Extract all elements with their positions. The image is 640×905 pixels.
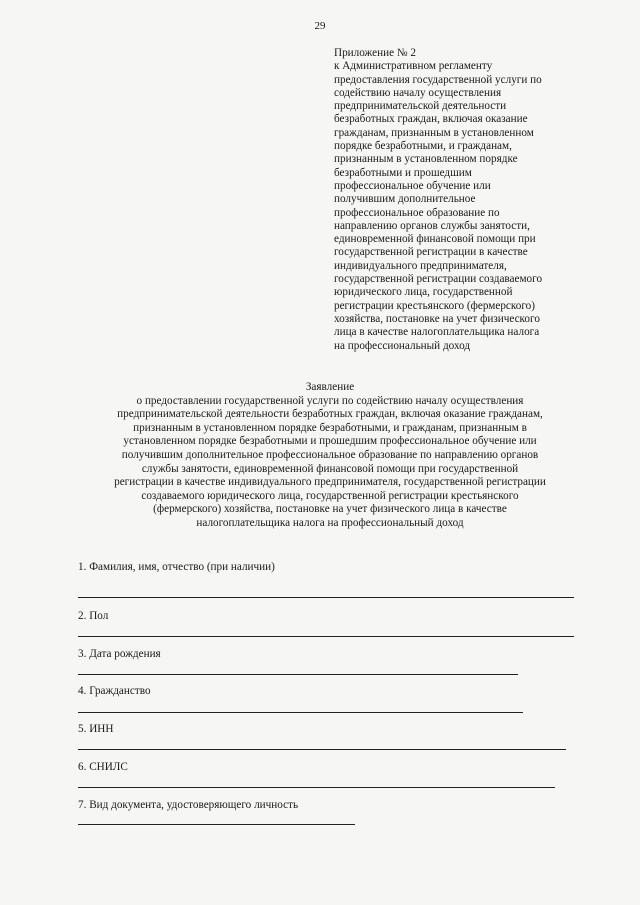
field-label: 7. Вид документа, удостоверяющего личность [78,799,299,811]
statement-line: регистрации в качестве индивидуального предпринимателя, государственной регистрации [114,476,546,489]
statement-heading: Заявление [305,381,355,393]
statement-line: признанным в установленном порядке безработными, и гражданам, признанным в [133,421,527,434]
field-label: 1. Фамилия, имя, отчество (при наличии) [78,561,275,573]
statement-line: службы занятости, единовременной финансовой помощи при государственной [141,462,519,475]
statement-line: создаваемого юридического лица, государственной регистрации крестьянского [141,489,519,502]
appendix-line: безработными и прошедшим [334,166,472,179]
appendix-line: безработных граждан, включая оказание [334,113,528,126]
statement-line: предпринимательской деятельности безработных граждан, включая оказание гражданам, [117,408,543,421]
statement-line: о предоставлении государственной услуги по содействию началу осуществления [136,394,524,407]
appendix-line: государственной регистрации создаваемого [334,273,543,286]
inn-input-line[interactable] [78,749,566,750]
appendix-line: государственной регистрации в качестве [334,246,528,259]
appendix-line: направлению органов службы занятости, [334,219,530,232]
statement-line: (фермерского) хозяйства, постановке на учет физического лица в качестве [153,503,507,516]
statement-title [60,381,600,531]
statement-line: налогоплательщика налога на профессиональный доход [196,516,464,529]
id-document-input-line[interactable] [78,824,355,825]
appendix-line: единовременной финансовой помощи при [334,233,536,246]
appendix-line: индивидуального предпринимателя, [334,259,507,272]
appendix-line: получившим дополнительное [334,193,476,206]
appendix-line: порядке безработными, и гражданам, [334,140,512,153]
appendix-header [334,47,589,353]
field-label: 6. СНИЛС [78,761,128,773]
appendix-line: профессиональное образование по [334,206,500,219]
statement-line: установленном порядке безработными и прошедшим профессиональное обучение или [123,435,537,448]
appendix-line: предпринимательской деятельности [334,100,507,113]
appendix-line: Приложение № 2 [334,47,416,59]
appendix-line: юридического лица, государственной [334,286,513,299]
full-name-input-line[interactable] [78,597,574,598]
citizenship-input-line[interactable] [78,712,523,713]
field-label: 3. Дата рождения [78,648,161,660]
appendix-line: регистрации крестьянского (фермерского) [334,299,535,312]
appendix-line: содействию началу осуществления [334,86,502,99]
statement-line: получившим дополнительное профессиональное образование по направлению органов [121,448,539,461]
field-label: 4. Гражданство [78,685,151,697]
page-number: 29 [314,20,326,32]
appendix-line: признанным в установленном порядке [334,153,518,166]
appendix-line: на профессиональный доход [334,339,471,352]
appendix-line: лица в качестве налогоплательщика налога [334,326,540,339]
field-label: 2. Пол [78,610,109,622]
appendix-line: к Административном регламенту [334,60,493,73]
birth-date-input-line[interactable] [78,674,518,675]
snils-input-line[interactable] [78,787,555,788]
appendix-line: профессиональное обучение или [334,179,491,192]
sex-input-line[interactable] [78,636,574,637]
appendix-line: предоставления государственной услуги по [334,73,542,86]
appendix-line: гражданам, признанным в установленном [334,126,534,139]
field-label: 5. ИНН [78,723,114,735]
appendix-line: хозяйства, постановке на учет физического [334,312,540,325]
